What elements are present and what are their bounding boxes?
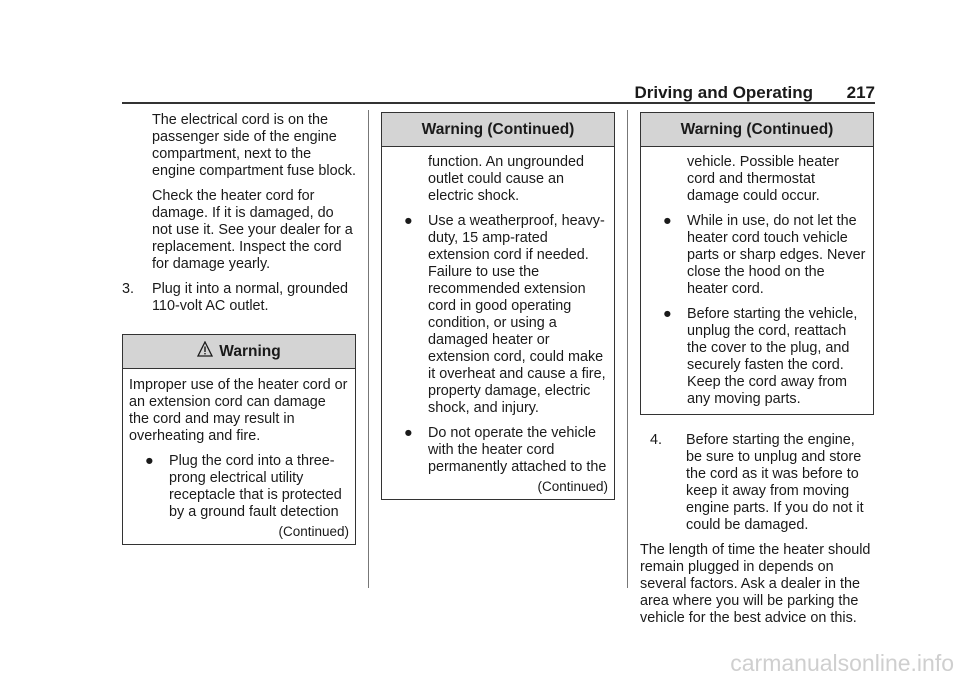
step-3 <box>122 281 356 315</box>
warning-box-3 <box>640 112 874 415</box>
column-divider-1 <box>368 110 369 588</box>
bullet-dot: ● <box>404 213 413 229</box>
warning-continued-text: vehicle. Possible heater cord and thermostat damage could occur. <box>687 154 839 204</box>
section-title: Driving and Operating <box>634 83 813 102</box>
bullet-text: While in use, do not let the heater cord touch vehicle parts or sharp edges. Never close the hood on the heater cord. <box>687 213 866 297</box>
warning-bullet-ground-fault <box>129 453 349 521</box>
bullet-dot: ● <box>145 453 154 469</box>
continued-label: (Continued) <box>278 524 349 539</box>
warning-box-3-body <box>641 147 873 414</box>
bullet-text: Use a weatherproof, heavy-duty, 15 amp-rated extension cord if needed. Failure to use the recommended extension cord in good operating condition, or using a damaged heater or extension cord, could make it overheat and cause a fire, property damage, electric shock, and injury. <box>428 213 606 416</box>
page-number: 217 <box>846 83 875 102</box>
warning-triangle-icon <box>197 341 213 358</box>
bullet-dot: ● <box>663 306 672 322</box>
warning-continued-text: function. An ungrounded outlet could cause an electric shock. <box>428 154 585 204</box>
column-2 <box>381 112 615 500</box>
warning-bullet-unplug <box>647 306 867 408</box>
step-4-number: 4. <box>650 432 663 448</box>
step-3-number: 3. <box>122 281 135 297</box>
step-4-text: Before starting the engine, be sure to unplug and store the cord as it was before to keep it away from moving engine parts. If you do not it could be damaged. <box>686 432 864 533</box>
column-divider-2 <box>627 110 628 588</box>
step-4 <box>640 432 874 534</box>
bullet-dot: ● <box>404 425 413 441</box>
heater-duration-paragraph: The length of time the heater should remain plugged in depends on several factors. Ask a dealer in the area where you will be parking the vehicle for the best advice on this. <box>640 542 871 626</box>
continued-label: (Continued) <box>537 479 608 494</box>
bullet-text: Before starting the vehicle, unplug the cord, reattach the cover to the plug, and securely fasten the cord. Keep the cord away from any moving parts. <box>687 306 858 407</box>
warning-box-2 <box>381 112 615 500</box>
column-3 <box>640 112 874 627</box>
warning-box-2-header: Warning (Continued) <box>382 113 614 147</box>
column-1 <box>122 112 356 545</box>
bullet-text: Plug the cord into a three-prong electrical utility receptacle that is protected by a ground fault detection <box>169 453 342 520</box>
step-3-text: Plug it into a normal, grounded 110-volt AC outlet. <box>152 281 348 314</box>
check-cord-paragraph: Check the heater cord for damage. If it is damaged, do not use it. See your dealer for a replacement. Inspect the cord for damage yearly. <box>152 188 353 272</box>
warning-box-3-header: Warning (Continued) <box>641 113 873 147</box>
bullet-dot: ● <box>663 213 672 229</box>
warning-bullet-do-not-operate <box>388 425 608 476</box>
watermark: carmanualsonline.info <box>730 650 954 676</box>
warning-intro: Improper use of the heater cord or an extension cord can damage the cord and may result in overheating and fire. <box>129 377 348 444</box>
bullet-text: Do not operate the vehicle with the heater cord permanently attached to the <box>428 425 607 475</box>
warning-box-1 <box>122 334 356 545</box>
cord-location-paragraph: The electrical cord is on the passenger side of the engine compartment, next to the engine compartment fuse block. <box>152 112 356 179</box>
warning-box-1-body <box>123 369 355 544</box>
header-rule <box>122 102 875 104</box>
warning-box-2-body <box>382 147 614 499</box>
page-header <box>0 84 875 104</box>
warning-bullet-sharp-edges <box>647 213 867 298</box>
warning-bullet-extension-cord <box>388 213 608 417</box>
warning-box-1-title: Warning <box>219 343 281 360</box>
warning-box-1-header <box>123 335 355 369</box>
